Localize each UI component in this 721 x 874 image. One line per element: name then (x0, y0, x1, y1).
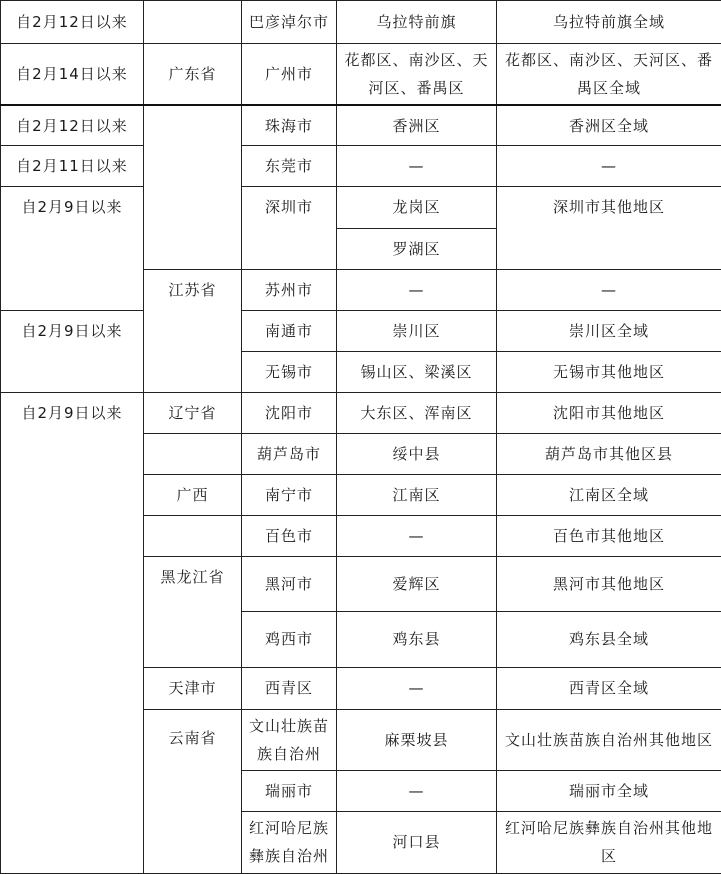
district-cell: 鸡东县 (337, 612, 497, 667)
date-cell: 自2月12日以来 (1, 1, 144, 44)
scope-cell: 西青区全域 (497, 667, 721, 709)
date-cell: 自2月9日以来 (1, 187, 144, 310)
table-row (1, 105, 721, 146)
date-cell: 自2月9日以来 (1, 310, 144, 392)
scope-cell: 无锡市其他地区 (497, 351, 721, 392)
scope-cell: 鸡东县全域 (497, 612, 721, 667)
city-cell: 鸡西市 (242, 612, 337, 667)
province-cell: 黑龙江省 (144, 557, 242, 667)
city-cell: 文山壮族苗族自治州 (242, 709, 337, 770)
table-row (1, 392, 721, 433)
province-cell: 江苏省 (144, 269, 242, 392)
scope-cell: 瑞丽市全域 (497, 770, 721, 811)
province-cell (144, 105, 242, 269)
province-cell: 天津市 (144, 667, 242, 709)
table-row (1, 44, 721, 105)
scope-cell: — (497, 146, 721, 187)
date-cell: 自2月12日以来 (1, 105, 144, 146)
province-cell: 广西 (144, 475, 242, 516)
province-cell (144, 1, 242, 44)
city-cell: 珠海市 (242, 105, 337, 146)
district-cell: 花都区、南沙区、天河区、番禺区 (337, 44, 497, 105)
table-row (1, 310, 721, 351)
district-cell: 香洲区 (337, 105, 497, 146)
district-cell: 乌拉特前旗 (337, 1, 497, 44)
province-cell (144, 516, 242, 557)
city-cell: 深圳市 (242, 187, 337, 269)
city-cell: 葫芦岛市 (242, 433, 337, 474)
scope-cell: — (497, 269, 721, 310)
district-cell: 江南区 (337, 475, 497, 516)
district-cell: — (337, 516, 497, 557)
table-row (1, 146, 721, 187)
district-cell: 麻栗坡县 (337, 709, 497, 770)
date-cell: 自2月14日以来 (1, 44, 144, 105)
province-cell: 广东省 (144, 44, 242, 105)
city-cell: 南通市 (242, 310, 337, 351)
date-cell: 自2月9日以来 (1, 392, 144, 873)
district-cell: 龙岗区 (337, 187, 497, 228)
city-cell: 黑河市 (242, 557, 337, 612)
city-cell: 瑞丽市 (242, 770, 337, 811)
city-cell: 无锡市 (242, 351, 337, 392)
province-cell: 辽宁省 (144, 392, 242, 433)
district-cell: 绥中县 (337, 433, 497, 474)
city-cell: 广州市 (242, 44, 337, 105)
scope-cell: 崇川区全域 (497, 310, 721, 351)
district-cell: 大东区、浑南区 (337, 392, 497, 433)
district-cell: — (337, 269, 497, 310)
district-cell: 崇川区 (337, 310, 497, 351)
province-cell: 云南省 (144, 709, 242, 873)
city-cell: 红河哈尼族彝族自治州 (242, 811, 337, 873)
city-cell: 苏州市 (242, 269, 337, 310)
scope-cell: 乌拉特前旗全域 (497, 1, 721, 44)
province-cell (144, 433, 242, 474)
district-cell: — (337, 667, 497, 709)
scope-cell: 葫芦岛市其他区县 (497, 433, 721, 474)
scope-cell: 花都区、南沙区、天河区、番禺区全域 (497, 44, 721, 105)
city-cell: 西青区 (242, 667, 337, 709)
scope-cell: 百色市其他地区 (497, 516, 721, 557)
city-cell: 南宁市 (242, 475, 337, 516)
scope-cell: 黑河市其他地区 (497, 557, 721, 612)
district-cell: — (337, 770, 497, 811)
district-cell: — (337, 146, 497, 187)
district-cell: 河口县 (337, 811, 497, 873)
city-cell: 百色市 (242, 516, 337, 557)
city-cell: 沈阳市 (242, 392, 337, 433)
district-cell: 锡山区、梁溪区 (337, 351, 497, 392)
table-row (1, 1, 721, 44)
scope-cell: 香洲区全域 (497, 105, 721, 146)
scope-cell: 文山壮族苗族自治州其他地区 (497, 709, 721, 770)
district-cell: 爱辉区 (337, 557, 497, 612)
table-row (1, 187, 721, 228)
city-cell: 巴彦淖尔市 (242, 1, 337, 44)
city-cell: 东莞市 (242, 146, 337, 187)
scope-cell: 红河哈尼族彝族自治州其他地区 (497, 811, 721, 873)
date-cell: 自2月11日以来 (1, 146, 144, 187)
scope-cell: 江南区全域 (497, 475, 721, 516)
scope-cell: 沈阳市其他地区 (497, 392, 721, 433)
scope-cell: 深圳市其他地区 (497, 187, 721, 269)
district-cell: 罗湖区 (337, 228, 497, 269)
